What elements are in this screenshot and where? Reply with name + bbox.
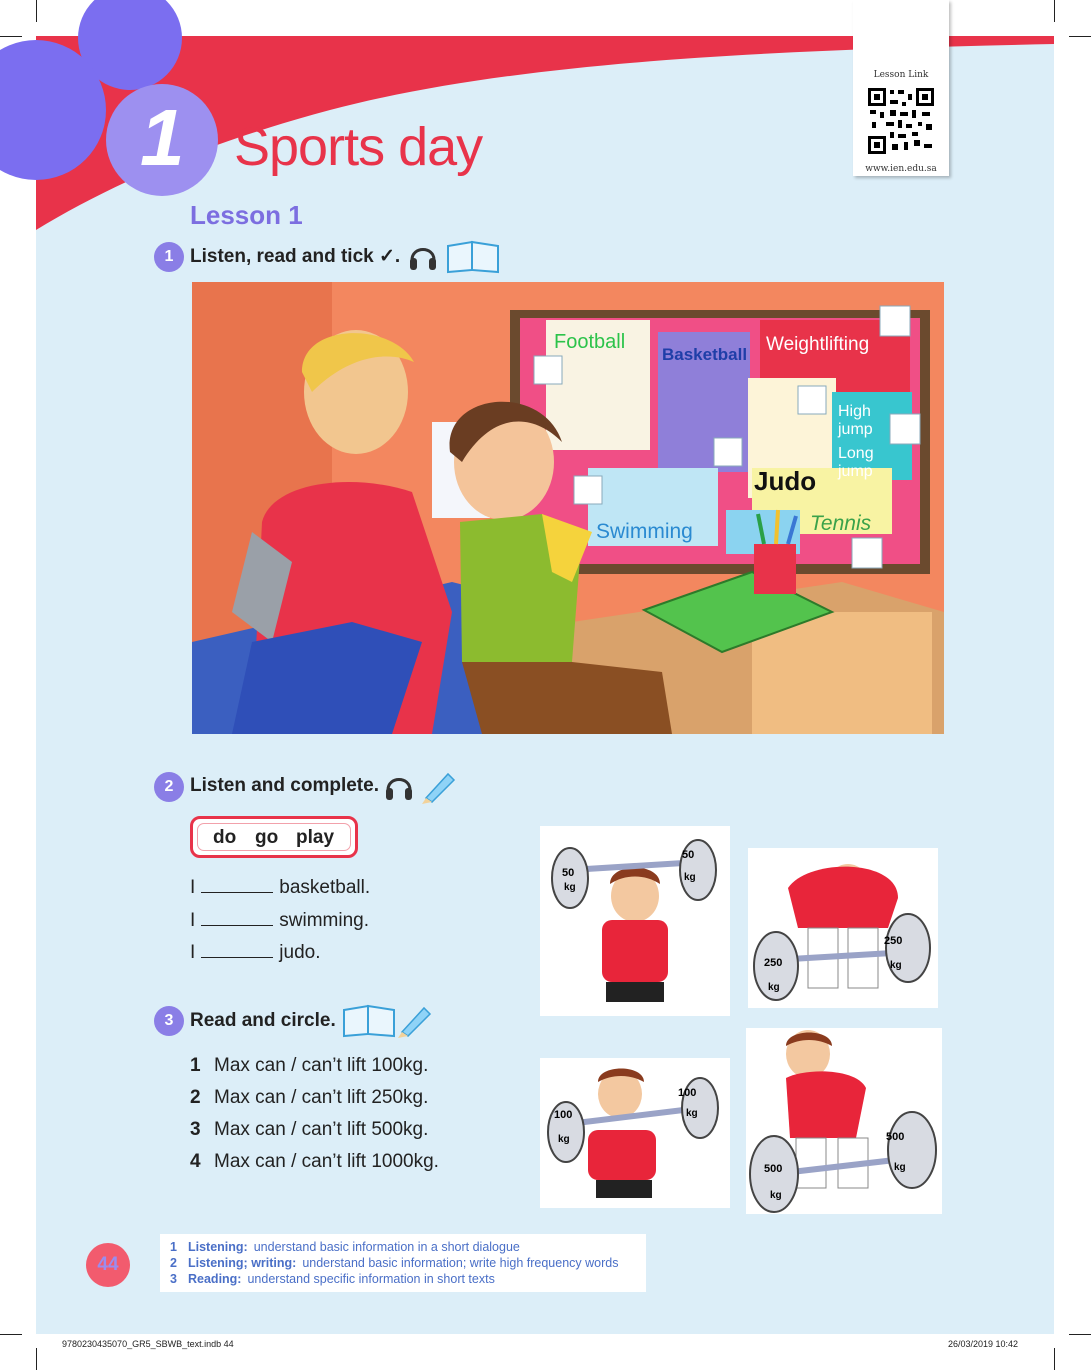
footer-date: 26/03/2019 10:42 [948, 1339, 1019, 1349]
sentence-start: I [190, 910, 196, 931]
lesson-link-label: Lesson Link [873, 70, 929, 80]
item-4-text[interactable]: Max can / can’t lift 1000kg. [214, 1151, 439, 1172]
weight-label: 100 [678, 1087, 697, 1099]
weightlifter-50kg-illustration [540, 826, 730, 1016]
book-icon [446, 240, 500, 274]
footer-file: 9780230435070_GR5_SBWB_text.indb 44 [62, 1339, 234, 1349]
poster-label-basketball: Basketball [662, 345, 748, 364]
word-bank-play: play [296, 827, 335, 848]
exercise-3-number: 3 [154, 1006, 184, 1036]
lesson-link-url: www.ien.edu.sa [865, 164, 937, 174]
word-bank-go: go [255, 827, 279, 848]
weight-unit: kg [894, 1162, 906, 1173]
exercise-2-number: 2 [154, 772, 184, 802]
sentence-start: I [190, 942, 196, 963]
book-icon [342, 1004, 396, 1038]
sentence-3 [190, 942, 320, 964]
item-2-number: 2 [190, 1087, 201, 1108]
sentence-end: judo. [279, 942, 321, 963]
crop-mark [1054, 1348, 1055, 1370]
weight-unit: kg [768, 982, 780, 993]
item-4-number: 4 [190, 1151, 201, 1172]
weight-unit: kg [564, 882, 576, 893]
item-3-text[interactable]: Max can / can’t lift 500kg. [214, 1119, 429, 1140]
unit-number: 1 [140, 93, 185, 182]
svg-text:jump: jump [838, 463, 873, 480]
sentence-end: swimming. [279, 910, 370, 931]
objective-2: 2 Listening; writing: understand basic information; write high frequency words [170, 1256, 619, 1270]
item-1-text[interactable]: Max can / can’t lift 100kg. [214, 1055, 429, 1076]
exercise-2-instruction: Listen and complete. [190, 775, 379, 796]
pencil-icon [420, 770, 456, 804]
weight-unit: kg [890, 960, 902, 971]
answer-blank[interactable] [201, 943, 273, 958]
poster-label-judo: Judo [754, 466, 817, 496]
lesson-title: Lesson 1 [190, 200, 303, 230]
sports-posters-illustration [192, 282, 944, 734]
weight-label: 500 [886, 1131, 905, 1143]
item-1-number: 1 [190, 1055, 201, 1076]
sentence-1 [190, 877, 370, 899]
weight-label: 50 [682, 849, 695, 861]
weight-label: 50 [562, 867, 575, 879]
svg-text:High: High [838, 403, 871, 420]
unit-title: Sports day [234, 117, 483, 177]
crop-mark [1069, 1334, 1091, 1335]
item-2-text[interactable]: Max can / can’t lift 250kg. [214, 1087, 429, 1108]
qr-code-icon [866, 86, 936, 156]
crop-mark [0, 1334, 22, 1335]
pencil-icon [396, 1004, 432, 1038]
sentence-end: basketball. [279, 877, 371, 898]
weight-label: 250 [764, 957, 783, 969]
weight-unit: kg [686, 1108, 698, 1119]
svg-text:jump: jump [838, 421, 873, 438]
learning-objectives [160, 1234, 646, 1292]
objective-3: 3 Reading: understand specific information in short texts [170, 1272, 495, 1286]
exercise-1-number: 1 [154, 242, 184, 272]
weight-label: 100 [554, 1109, 573, 1121]
svg-text:Long: Long [838, 445, 874, 462]
weight-unit: kg [770, 1190, 782, 1201]
weight-label: 500 [764, 1163, 783, 1175]
poster-label-swimming: Swimming [596, 520, 693, 543]
sentence-2 [190, 910, 369, 932]
headphones-icon [384, 770, 414, 802]
weight-unit: kg [684, 872, 696, 883]
page-number: 44 [86, 1243, 130, 1287]
weightlifter-250kg-illustration [748, 848, 938, 1008]
poster-label-football: Football [554, 331, 626, 353]
exercise-3-instruction: Read and circle. [190, 1010, 336, 1031]
lesson-link-qr[interactable] [853, 0, 949, 176]
weightlifter-500kg-illustration [746, 1028, 942, 1214]
weightlifter-100kg-illustration [540, 1058, 730, 1208]
headphones-icon [408, 240, 438, 272]
crop-mark [36, 1348, 37, 1370]
weight-unit: kg [558, 1134, 570, 1145]
poster-label-tennis: Tennis [810, 512, 872, 535]
word-bank [190, 816, 358, 858]
answer-blank[interactable] [201, 911, 273, 926]
sentence-start: I [190, 877, 196, 898]
poster-label-weightlifting: Weightlifting [766, 334, 870, 355]
item-3-number: 3 [190, 1119, 201, 1140]
objective-1: 1 Listening: understand basic information in a short dialogue [170, 1240, 520, 1254]
answer-blank[interactable] [201, 878, 273, 893]
word-bank-do: do [213, 827, 237, 848]
weight-label: 250 [884, 935, 903, 947]
exercise-1-instruction: Listen, read and tick ✓. [190, 246, 401, 267]
